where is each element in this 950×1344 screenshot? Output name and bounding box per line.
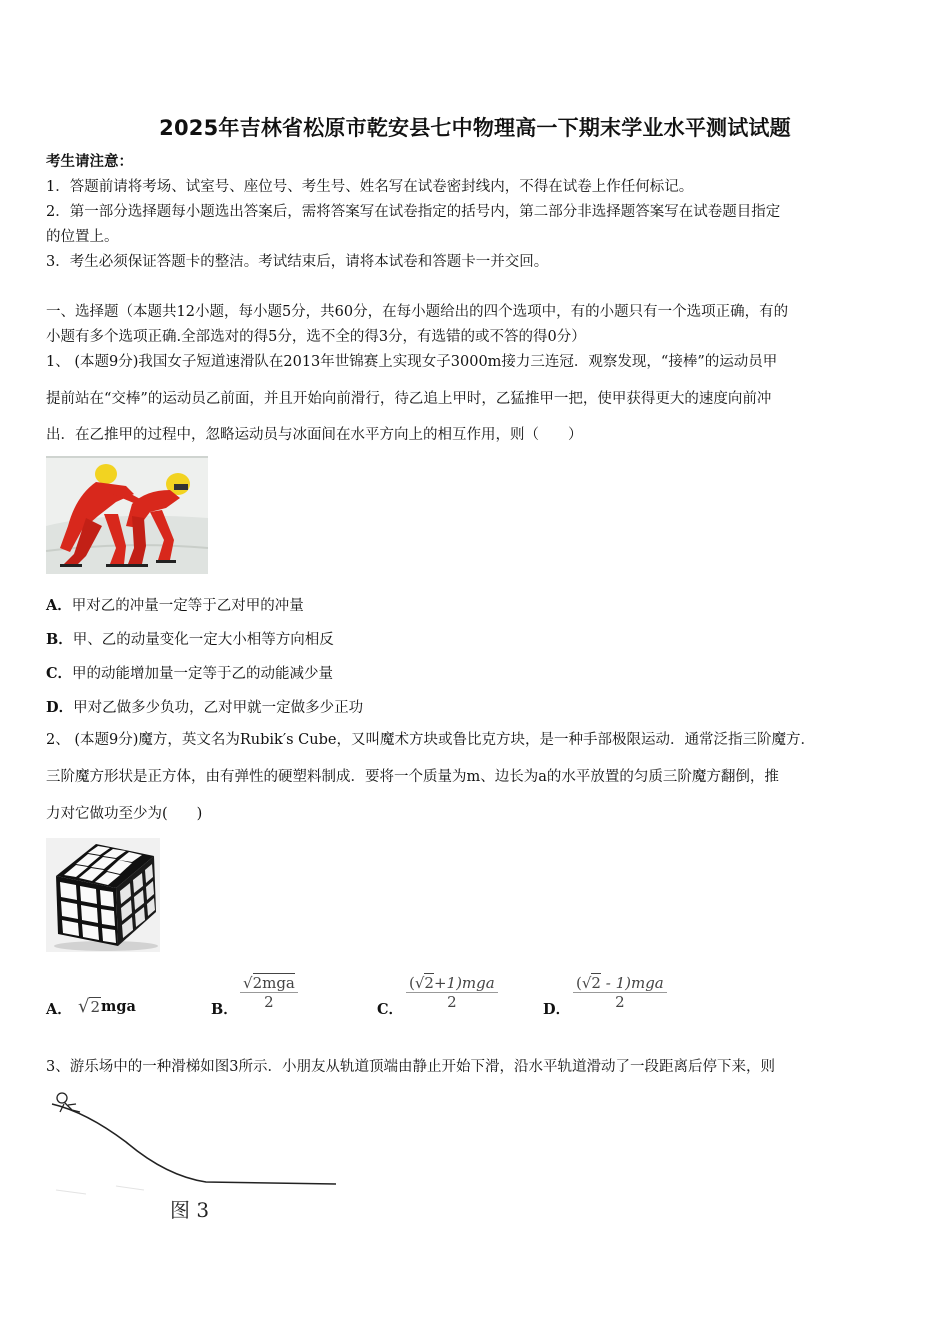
q1-option-b-letter: B． — [46, 631, 73, 648]
q3-stem-line-1: 3、游乐场中的一种滑梯如图3所示．小朋友从轨道顶端由静止开始下滑，沿水平轨道滑动了一段距离后停下来，则 — [46, 1059, 775, 1075]
sqrt-icon: √ — [243, 974, 253, 992]
notice-line-4: 3．考生必须保证答题卡的整洁。考试结束后，请将本试卷和答题卡一并交回。 — [46, 254, 549, 270]
q2-option-a — [46, 998, 72, 1019]
q1-option-d — [46, 696, 363, 717]
q1-option-d-letter: D． — [46, 699, 74, 716]
q1-option-b — [46, 628, 334, 649]
q1-stem-line-3: 出．在乙推甲的过程中，忽略运动员与冰面间在水平方向上的相互作用，则（ ） — [46, 427, 583, 443]
q2-stem-line-3: 力对它做功至少为( ) — [46, 806, 203, 822]
q1-option-a — [46, 594, 304, 615]
q2-stem-line-2: 三阶魔方形状是正方体，由有弹性的硬塑料制成．要将一个质量为m、边长为a的水平放置的匀质三阶魔方翻倒，推 — [46, 769, 779, 785]
q2-option-d-numerator-tail: - 1)mga — [600, 974, 664, 992]
q1-option-a-text: 甲对乙的冲量一定等于乙对甲的冲量 — [71, 598, 304, 614]
q2-option-d-letter: D． — [543, 1001, 571, 1018]
speed-skaters-image — [46, 456, 208, 574]
notice-line-3: 的位置上。 — [46, 229, 119, 245]
q2-option-b-denominator: 2 — [240, 992, 298, 1011]
notice-line-2: 2．第一部分选择题每小题选出答案后，需将答案写在试卷指定的括号内，第二部分非选择题答案写在试卷题目指定 — [46, 204, 781, 220]
q2-option-d-denominator: 2 — [573, 992, 667, 1011]
notice-heading: 考生请注意： — [46, 153, 133, 170]
rubiks-cube-image — [46, 838, 160, 952]
q1-stem-line-2: 提前站在“交棒”的运动员乙前面，并且开始向前滑行，待乙追上甲时，乙猛推甲一把，使甲获得更大的速度向前冲 — [46, 391, 772, 407]
q2-option-c-fraction — [406, 974, 498, 1011]
q2-option-b-letter: B． — [211, 1001, 238, 1018]
q2-option-d-radicand: 2 — [591, 974, 601, 992]
q2-stem-line-1: 2、 (本题9分)魔方，英文名为Rubik′s Cube，又叫魔术方块或鲁比克方块，是一种手部极限运动．通常泛指三阶魔方． — [46, 732, 815, 748]
q1-stem-line-1: 1、 (本题9分)我国女子短道速滑队在2013年世锦赛上实现女子3000m接力三连冠．观察发现，“接棒”的运动员甲 — [46, 354, 778, 370]
q1-option-d-text: 甲对乙做多少负功，乙对甲就一定做多少正功 — [73, 700, 364, 716]
q2-option-a-tail: mga — [101, 998, 136, 1015]
q1-option-b-text: 甲、乙的动量变化一定大小相等方向相反 — [72, 632, 334, 648]
q2-option-d-fraction — [573, 974, 667, 1011]
q2-option-b — [211, 998, 238, 1019]
sqrt-icon: √ — [414, 974, 425, 992]
q2-option-b-numerator: 2mga — [252, 974, 295, 992]
slide-figure — [46, 1090, 338, 1230]
q2-option-d-paren: ( — [576, 974, 582, 992]
q2-option-c — [377, 998, 403, 1019]
q2-option-a-letter: A． — [46, 1001, 72, 1018]
q2-option-c-numerator-tail: +1)mga — [433, 974, 495, 992]
q2-option-a-expression — [78, 996, 136, 1017]
page-title: 2025年吉林省松原市乾安县七中物理高一下期末学业水平测试试题 — [159, 116, 791, 140]
q2-option-c-letter: C． — [377, 1001, 404, 1018]
sqrt-icon: √ — [581, 974, 592, 992]
sqrt-icon: √ — [78, 996, 90, 1017]
notice-line-1: 1．答题前请将考场、试室号、座位号、考生号、姓名写在试卷密封线内，不得在试卷上作任何标记。 — [46, 179, 694, 195]
figure-3-label: 图 3 — [170, 1198, 210, 1222]
q2-option-c-denominator: 2 — [406, 992, 498, 1011]
q1-option-c-text: 甲的动能增加量一定等于乙的动能减少量 — [72, 666, 334, 682]
q2-option-d — [543, 998, 570, 1019]
section-instructions-line-2: 小题有多个选项正确.全部选对的得5分，选不全的得3分，有选错的或不答的得0分） — [46, 329, 586, 345]
q2-option-b-fraction — [240, 974, 298, 1011]
section-instructions-line-1: 一、选择题（本题共12小题，每小题5分，共60分，在每小题给出的四个选项中，有的小题只有一个选项正确，有的 — [46, 304, 789, 320]
q2-option-c-paren: ( — [409, 974, 415, 992]
q1-option-c — [46, 662, 333, 683]
q1-option-a-letter: A． — [46, 597, 72, 614]
q2-option-a-radicand: 2 — [90, 998, 101, 1016]
q1-option-c-letter: C． — [46, 665, 73, 682]
q2-option-c-radicand: 2 — [424, 974, 434, 992]
